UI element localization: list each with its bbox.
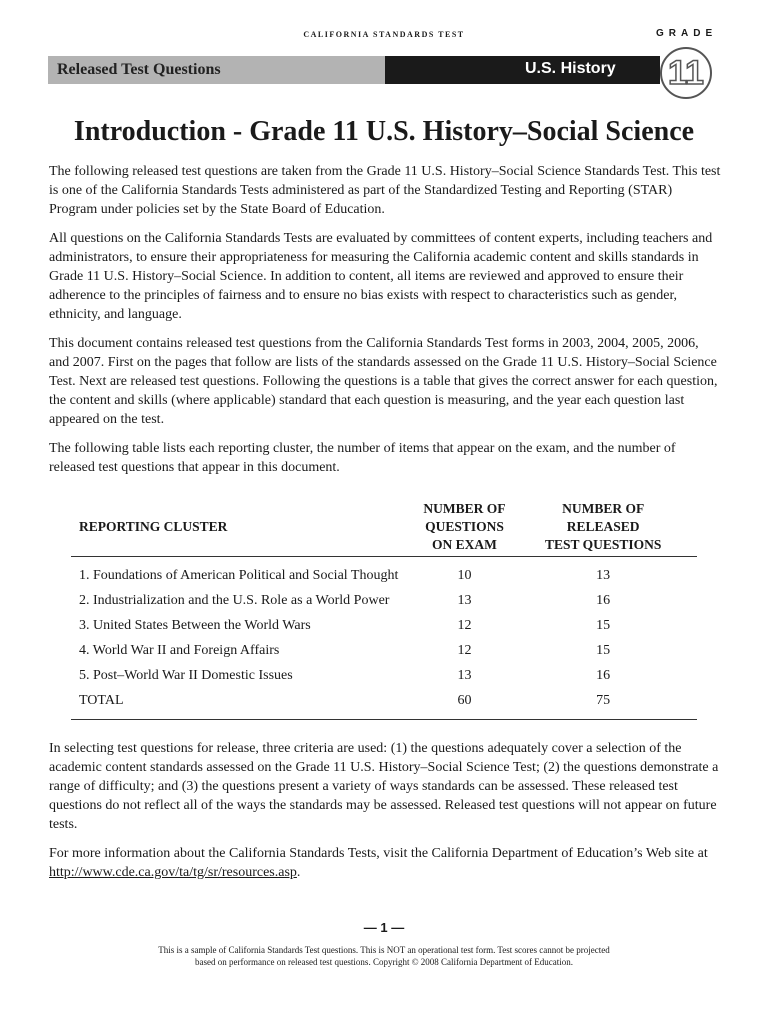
footer-line: This is a sample of California Standards Test questions. This is NOT an operational test form. Test scores cannot be projected <box>158 945 610 955</box>
on-exam-cell: 13 <box>457 667 472 683</box>
more-info-text: For more information about the California Standards Tests, visit the California Department of Education’s Web site at <box>49 846 708 861</box>
table-row <box>71 613 697 638</box>
cde-resources-link[interactable]: http://www.cde.ca.gov/ta/tg/sr/resources.asp <box>49 865 297 880</box>
intro-paragraph: The following released test questions are taken from the Grade 11 U.S. History–Social Science Standards Test. This test is one of the California Standards Tests administered as part of the Standardized Testing and Reporting (STAR) Program under policies set by the State Board of Education. <box>49 164 721 217</box>
more-info-period: . <box>296 865 301 880</box>
footer-line: based on performance on released test questions. Copyright © 2008 California Department of Education. <box>195 957 573 967</box>
more-info-paragraph <box>49 844 721 882</box>
released-cell: 15 <box>596 617 611 633</box>
intro-paragraph: This document contains released test questions from the California Standards Test forms in 2003, 2004, 2005, 2006, and 2007. First on the pages that follow are lists of the standards assessed on the Grade 11 U.S. History–Social Science Test. Next are released test questions. Following the questions is a table that gives the correct answer for each question, the content and skills (where applicable) standard that each question is measuring, and the year each question last appeared on the test. <box>49 336 718 427</box>
criteria-paragraph: In selecting test questions for release, three criteria are used: (1) the questions adequately cover a selection of the academic content standards assessed on the Grade 11 U.S. History–Social Science Test; (2) the questions demonstrate a range of difficulty; and (3) the questions present a variety of ways standards can be assessed. These released test questions do not reflect all of the ways the standards may be assessed. Released test questions will not appear on future tests. <box>49 741 719 832</box>
released-questions-label: Released Test Questions <box>57 61 221 78</box>
test-series-label: CALIFORNIA STANDARDS TEST <box>303 30 465 39</box>
table-row <box>71 557 697 589</box>
header-line: TEST QUESTIONS <box>544 537 662 552</box>
intro-paragraph: All questions on the California Standards Tests are evaluated by committees of content experts, including teachers and administrators, to ensure their appropriateness for measuring the California academic content and skills standards in Grade 11 U.S. History–Social Science. In addition to content, all items are reviewed and approved to ensure their adherence to the principles of fairness and to ensure no bias exists with respect to characteristics such as gender, ethnicity, and language. <box>49 231 713 322</box>
cluster-cell: 4. World War II and Foreign Affairs <box>79 642 280 658</box>
grade-label: GRADE <box>656 28 718 39</box>
cluster-cell: 3. United States Between the World Wars <box>79 617 311 633</box>
total-on-exam-cell: 60 <box>420 688 510 720</box>
intro-body <box>49 162 721 487</box>
header-released-questions <box>509 500 697 557</box>
reporting-cluster-table <box>71 500 697 720</box>
released-cell: 15 <box>596 642 611 658</box>
cluster-cell: 2. Industrialization and the U.S. Role as a World Power <box>79 592 390 608</box>
table-row <box>71 588 697 613</box>
on-exam-cell: 12 <box>457 642 472 658</box>
header-questions-on-exam <box>420 500 510 557</box>
table-header-row <box>71 500 697 557</box>
copyright-footer <box>0 944 768 968</box>
grade-number-badge: 11 <box>660 47 712 99</box>
page-number: — 1 — <box>363 920 405 935</box>
released-cell: 13 <box>596 567 611 583</box>
total-released-cell: 75 <box>509 688 697 720</box>
header-line: RELEASED <box>566 519 640 534</box>
header-band-left <box>48 56 385 84</box>
on-exam-cell: 13 <box>457 592 472 608</box>
subject-label: U.S. History <box>525 60 616 77</box>
header-reporting-cluster: REPORTING CLUSTER <box>71 500 420 557</box>
released-cell: 16 <box>596 592 611 608</box>
released-cell: 16 <box>596 667 611 683</box>
intro-paragraph: The following table lists each reporting cluster, the number of items that appear on the exam, and the number of released test questions that appear in this document. <box>49 441 676 475</box>
header-line: NUMBER OF <box>423 501 506 516</box>
table-row <box>71 638 697 663</box>
header-line: NUMBER OF <box>562 501 645 516</box>
header-line: ON EXAM <box>432 537 497 552</box>
header-line: QUESTIONS <box>425 519 504 534</box>
closing-body <box>49 739 721 892</box>
header-band-right <box>385 56 660 84</box>
on-exam-cell: 12 <box>457 617 472 633</box>
cluster-cell: 5. Post–World War II Domestic Issues <box>79 667 293 683</box>
total-label-cell: TOTAL <box>71 688 420 720</box>
cluster-cell: 1. Foundations of American Political and Social Thought <box>79 567 399 583</box>
table-row <box>71 663 697 688</box>
page-title: Introduction - Grade 11 U.S. History–Social Science <box>73 116 695 147</box>
table-total-row <box>71 688 697 720</box>
on-exam-cell: 10 <box>457 567 472 583</box>
